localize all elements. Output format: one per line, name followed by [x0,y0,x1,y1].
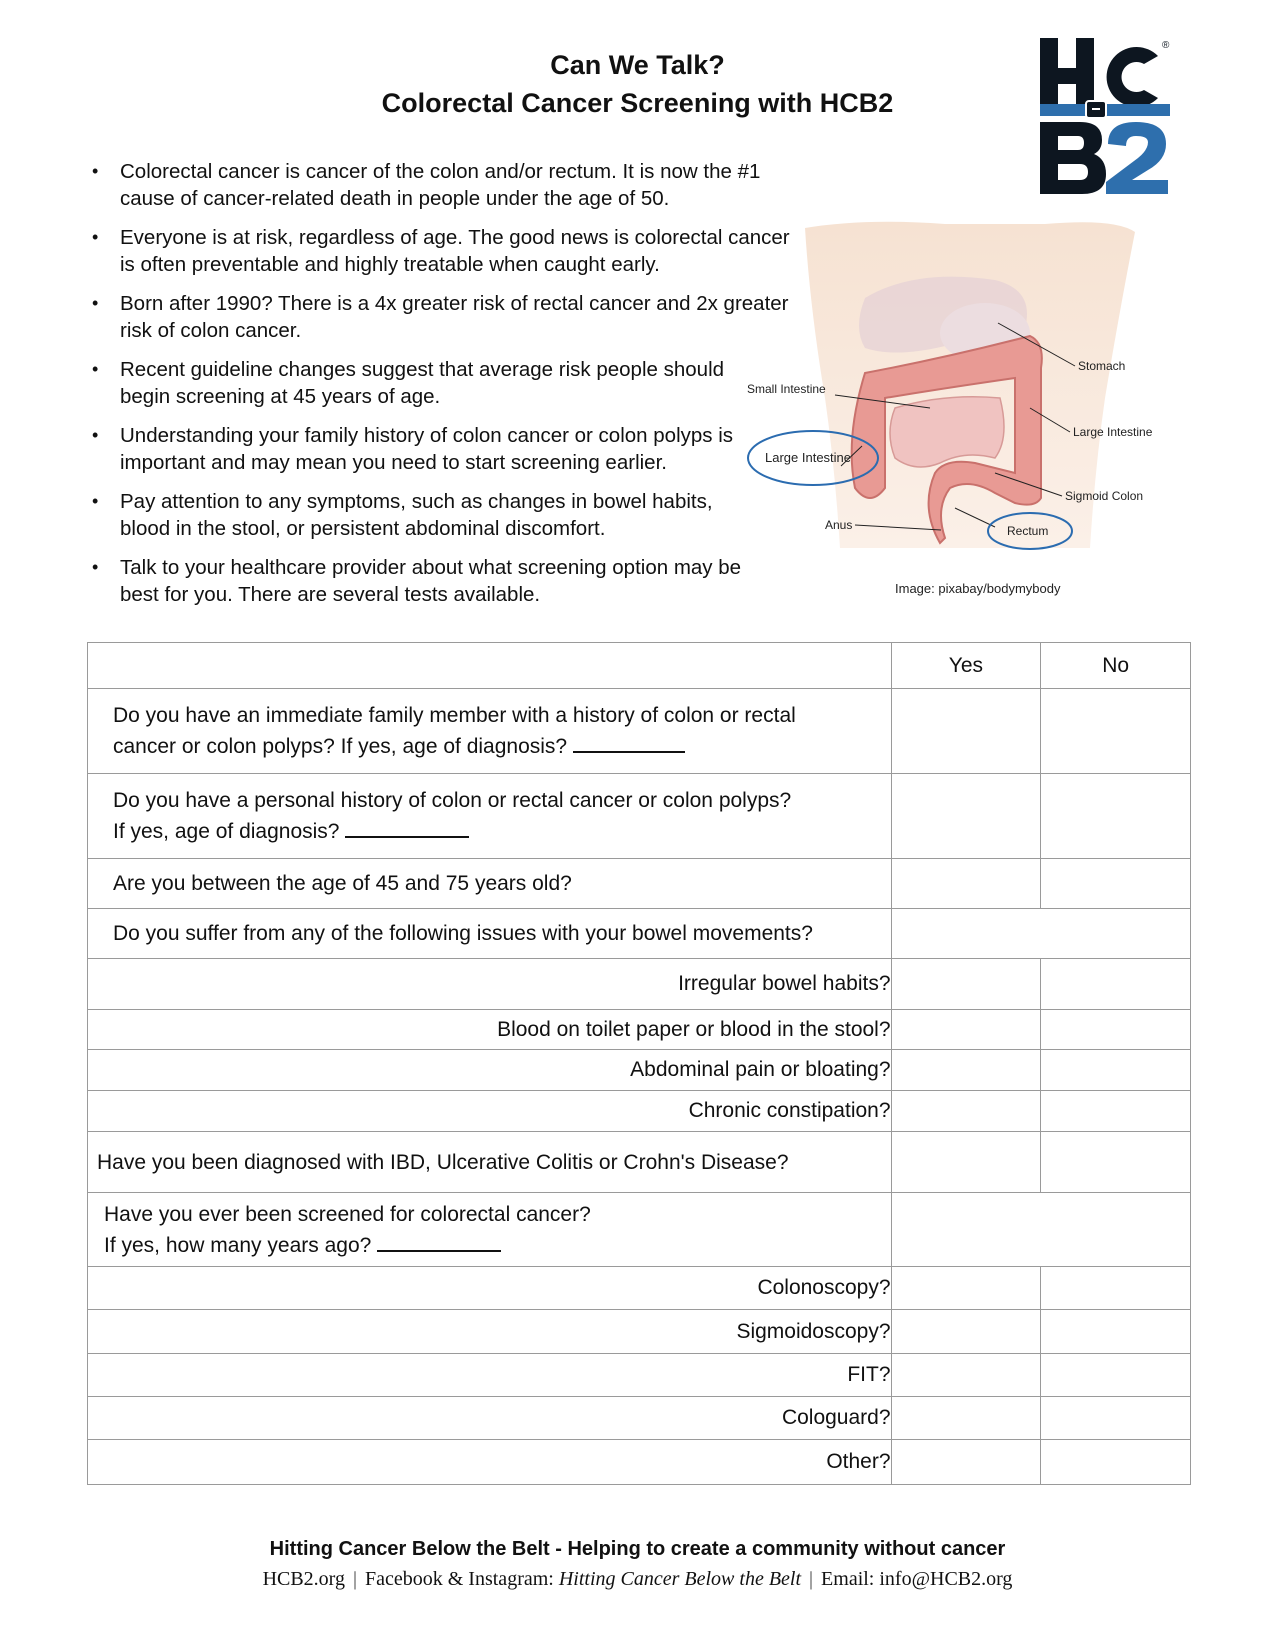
yes-checkbox-cell[interactable] [891,1440,1041,1485]
label-large-intestine-right: Large Intestine [1073,425,1153,439]
test-colonoscopy: Colonoscopy? [88,1267,892,1310]
no-checkbox-cell[interactable] [1041,1050,1191,1091]
yes-checkbox-cell[interactable] [891,1354,1041,1397]
separator: | [352,1568,357,1590]
table-row [88,909,1191,959]
test-sigmoidoscopy: Sigmoidoscopy? [88,1310,892,1354]
no-checkbox-cell[interactable] [1041,1354,1191,1397]
page-title: Can We Talk? [550,50,725,80]
table-row [88,1193,1191,1267]
label-small-intestine: Small Intestine [747,382,826,396]
bullet-icon: • [92,293,99,313]
column-header-no: No [1041,643,1191,689]
table-row [88,859,1191,909]
label-large-intestine-left: Large Intestine [765,450,852,465]
test-fit: FIT? [88,1354,892,1397]
bullet-icon: • [92,557,99,577]
website-link[interactable]: HCB2.org [262,1568,345,1590]
years-ago-blank[interactable] [377,1230,501,1252]
label-stomach: Stomach [1078,359,1126,373]
social-handle[interactable]: Hitting Cancer Below the Belt [558,1568,802,1590]
small-intestine-shape [890,397,1004,467]
yes-checkbox-cell[interactable] [891,1091,1041,1132]
bullet-icon: • [92,425,99,445]
no-checkbox-cell[interactable] [1041,1310,1191,1354]
label-sigmoid-colon: Sigmoid Colon [1065,489,1144,503]
bullet-item: • Talk to your healthcare provider about what screening option may be best for you. There are several tests available. [92,556,742,606]
email-link[interactable]: info@HCB2.org [879,1568,1013,1590]
no-checkbox-cell[interactable] [1041,774,1191,859]
separator: | [809,1568,814,1590]
table-row [88,1132,1191,1193]
digestive-system-illustration [745,218,1215,598]
info-bullet-list [92,158,792,620]
bullet-item: • Pay attention to any symptoms, such as changes in bowel habits, blood in the stool, or persistent abdominal discomfort. [92,490,713,540]
question-family-history: Do you have an immediate family member with a history of colon or rectal cancer or colon polyps? If yes, age of diagnosis? [88,689,892,774]
label-anus: Anus [825,518,853,532]
age-of-diagnosis-blank[interactable] [573,731,685,753]
age-of-diagnosis-blank[interactable] [345,816,469,838]
yes-checkbox-cell[interactable] [891,1050,1041,1091]
table-row [88,1091,1191,1132]
bullet-item: • Born after 1990? There is a 4x greater risk of rectal cancer and 2x greater risk of colon cancer. [92,292,789,342]
question-bowel-issues: Do you suffer from any of the following issues with your bowel movements? [88,909,892,959]
question-personal-history: Do you have a personal history of colon or rectal cancer or colon polyps? If yes, age of diagnosis? [88,774,892,859]
merged-empty-cell [891,909,1190,959]
test-other: Other? [88,1440,892,1485]
symptom-blood-in-stool: Blood on toilet paper or blood in the stool? [88,1010,892,1050]
test-cologuard: Cologuard? [88,1397,892,1440]
no-checkbox-cell[interactable] [1041,1010,1191,1050]
table-row [88,1010,1191,1050]
bullet-icon: • [92,491,99,511]
no-checkbox-cell[interactable] [1041,1267,1191,1310]
merged-empty-cell [891,1193,1190,1267]
footer-contact [0,1568,1275,1591]
table-row [88,1440,1191,1485]
yes-checkbox-cell[interactable] [891,959,1041,1010]
screening-questionnaire [87,642,1191,1485]
yes-checkbox-cell[interactable] [891,1267,1041,1310]
table-row [88,1267,1191,1310]
table-row [88,1397,1191,1440]
social-label: Facebook & Instagram: [365,1568,554,1590]
bullet-item: • Everyone is at risk, regardless of age. The good news is colorectal cancer is often preventable and highly treatable when caught early. [92,226,790,276]
yes-checkbox-cell[interactable] [891,689,1041,774]
no-checkbox-cell[interactable] [1041,959,1191,1010]
column-header-yes: Yes [891,643,1041,689]
no-checkbox-cell[interactable] [1041,1397,1191,1440]
question-prior-screening: Have you ever been screened for colorectal cancer? If yes, how many years ago? [88,1193,892,1267]
email-label: Email: [821,1568,875,1590]
no-checkbox-cell[interactable] [1041,1440,1191,1485]
yes-checkbox-cell[interactable] [891,774,1041,859]
no-checkbox-cell[interactable] [1041,1132,1191,1193]
no-checkbox-cell[interactable] [1041,1091,1191,1132]
yes-checkbox-cell[interactable] [891,1310,1041,1354]
image-credit: Image: pixabay/bodymybody [895,581,1061,596]
yes-checkbox-cell[interactable] [891,1010,1041,1050]
table-row [88,959,1191,1010]
bullet-icon: • [92,359,99,379]
bullet-item: • Colorectal cancer is cancer of the colon and/or rectum. It is now the #1 cause of cancer-related death in people under the age of 50. [92,160,761,210]
bullet-icon: • [92,227,99,247]
bullet-item: • Recent guideline changes suggest that average risk people should begin screening at 45 years of age. [92,358,725,408]
no-checkbox-cell[interactable] [1041,689,1191,774]
symptom-chronic-constipation: Chronic constipation? [88,1091,892,1132]
table-row [88,1050,1191,1091]
symptom-abdominal-pain: Abdominal pain or bloating? [88,1050,892,1091]
question-age-range: Are you between the age of 45 and 75 years old? [88,859,892,909]
table-row [88,1310,1191,1354]
yes-checkbox-cell[interactable] [891,859,1041,909]
footer-tagline: Hitting Cancer Below the Belt - Helping to create a community without cancer [269,1538,1006,1560]
yes-checkbox-cell[interactable] [891,1397,1041,1440]
question-ibd-diagnosis: Have you been diagnosed with IBD, Ulcerative Colitis or Crohn's Disease? [88,1132,892,1193]
page-subtitle: Colorectal Cancer Screening with HCB2 [381,88,894,118]
symptom-irregular-habits: Irregular bowel habits? [88,959,892,1010]
header-row [88,643,1191,689]
table-row [88,774,1191,859]
registered-mark: ® [1162,40,1170,51]
no-checkbox-cell[interactable] [1041,859,1191,909]
bullet-item: • Understanding your family history of colon cancer or colon polyps is important and may mean you need to start screening earlier. [92,424,734,474]
table-row [88,1354,1191,1397]
label-rectum: Rectum [1007,524,1049,538]
logo-b2 [1040,122,1168,194]
table-row [88,689,1191,774]
hcb2-logo [1040,38,1170,196]
yes-checkbox-cell[interactable] [891,1132,1041,1193]
bullet-icon: • [92,161,99,181]
